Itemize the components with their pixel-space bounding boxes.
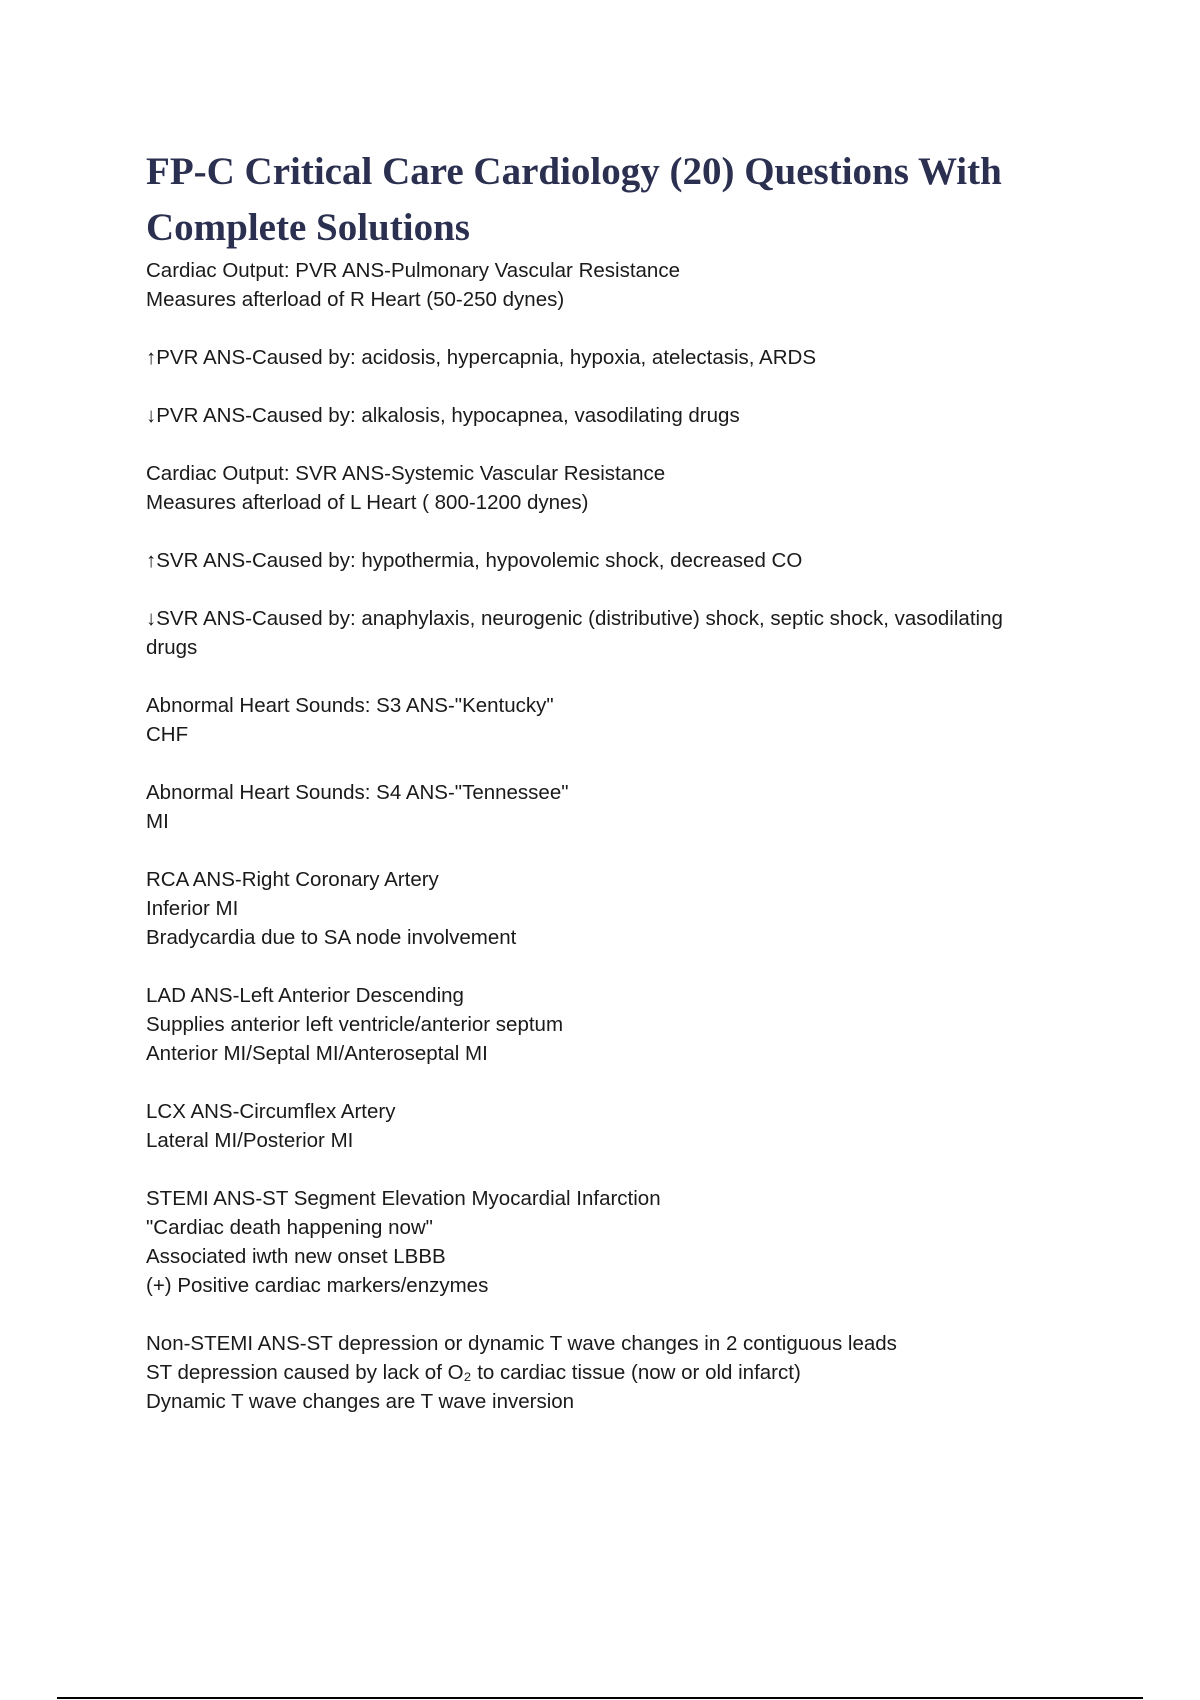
- qa-entry-lcx: [146, 1097, 1106, 1155]
- entry-line: LCX ANS-Circumflex Artery: [146, 1100, 396, 1123]
- entry-line: Associated iwth new onset LBBB: [146, 1245, 446, 1268]
- qa-entry-lad: [146, 981, 1106, 1068]
- document-title: [146, 144, 1106, 256]
- qa-entry-non-stemi: [146, 1329, 1106, 1416]
- entry-line: ↑SVR ANS-Caused by: hypothermia, hypovolemic shock, decreased CO: [146, 549, 803, 572]
- entry-line: RCA ANS-Right Coronary Artery: [146, 868, 439, 891]
- entry-line: MI: [146, 810, 169, 833]
- entry-line: Anterior MI/Septal MI/Anteroseptal MI: [146, 1042, 488, 1065]
- entry-line: ↓PVR ANS-Caused by: alkalosis, hypocapnea, vasodilating drugs: [146, 404, 740, 427]
- qa-entry-decreased-pvr: [146, 401, 1106, 430]
- qa-entry-s3: [146, 691, 1106, 749]
- entry-line: ST depression caused by lack of O₂ to cardiac tissue (now or old infarct): [146, 1361, 801, 1384]
- qa-entries: [146, 256, 1106, 1416]
- entry-line: ↑PVR ANS-Caused by: acidosis, hypercapnia, hypoxia, atelectasis, ARDS: [146, 346, 816, 369]
- entry-line: Abnormal Heart Sounds: S3 ANS-"Kentucky": [146, 694, 554, 717]
- entry-line: Dynamic T wave changes are T wave inversion: [146, 1390, 575, 1413]
- footer-rule: [57, 1697, 1143, 1699]
- entry-line: ↓SVR ANS-Caused by: anaphylaxis, neurogenic (distributive) shock, septic shock, vasodilating: [146, 607, 1003, 630]
- entry-line: CHF: [146, 723, 189, 746]
- qa-entry-increased-svr: [146, 546, 1106, 575]
- entry-line: (+) Positive cardiac markers/enzymes: [146, 1274, 489, 1297]
- entry-line: LAD ANS-Left Anterior Descending: [146, 984, 464, 1007]
- entry-line: Cardiac Output: SVR ANS-Systemic Vascular Resistance: [146, 462, 666, 485]
- qa-entry-decreased-svr: [146, 604, 1106, 662]
- qa-entry-s4: [146, 778, 1106, 836]
- entry-line: Measures afterload of L Heart ( 800-1200 dynes): [146, 491, 589, 514]
- title-line-2: Complete Solutions: [146, 206, 470, 249]
- entry-line: "Cardiac death happening now": [146, 1216, 433, 1239]
- entry-line: STEMI ANS-ST Segment Elevation Myocardial Infarction: [146, 1187, 661, 1210]
- entry-line: Non-STEMI ANS-ST depression or dynamic T wave changes in 2 contiguous leads: [146, 1332, 897, 1355]
- qa-entry-stemi: [146, 1184, 1106, 1300]
- entry-line: Measures afterload of R Heart (50-250 dynes): [146, 288, 565, 311]
- document-page: [146, 144, 1106, 1445]
- entry-line: Cardiac Output: PVR ANS-Pulmonary Vascular Resistance: [146, 259, 680, 282]
- entry-line: Bradycardia due to SA node involvement: [146, 926, 517, 949]
- qa-entry-increased-pvr: [146, 343, 1106, 372]
- qa-entry-rca: [146, 865, 1106, 952]
- qa-entry-pvr: [146, 256, 1106, 314]
- qa-entry-svr: [146, 459, 1106, 517]
- entry-line: Abnormal Heart Sounds: S4 ANS-"Tennessee": [146, 781, 569, 804]
- entry-line: drugs: [146, 636, 198, 659]
- entry-line: Lateral MI/Posterior MI: [146, 1129, 354, 1152]
- entry-line: Supplies anterior left ventricle/anterior septum: [146, 1013, 564, 1036]
- title-line-1: FP-C Critical Care Cardiology (20) Questions With: [146, 150, 1002, 193]
- entry-line: Inferior MI: [146, 897, 239, 920]
